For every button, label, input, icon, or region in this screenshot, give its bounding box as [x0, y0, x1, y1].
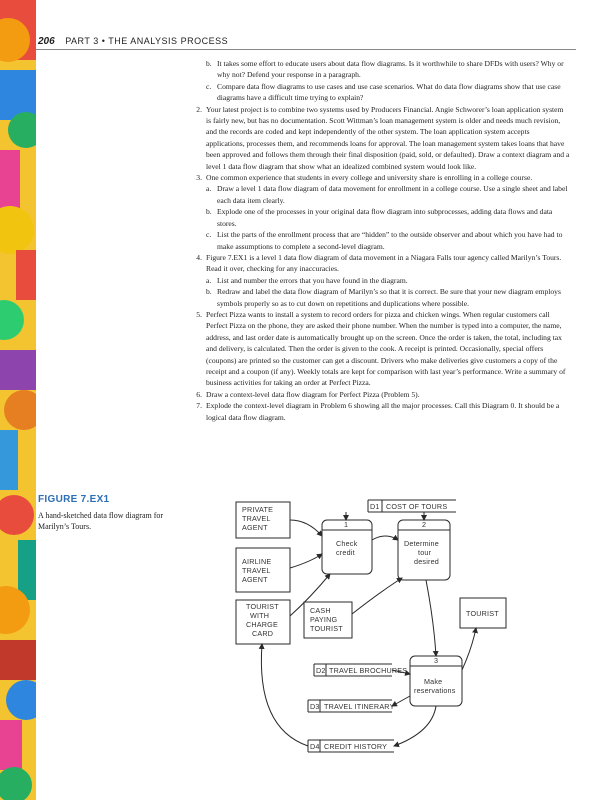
decorative-color-stripe — [0, 0, 36, 800]
store-d1-name: COST OF TOURS — [386, 502, 448, 511]
part-title: PART 3 • THE ANALYSIS PROCESS — [65, 36, 229, 46]
exercise-number: 4. — [196, 252, 202, 262]
exercise-item — [184, 252, 570, 275]
entity-text-card-4: CARD — [252, 629, 274, 638]
exercise-subitem — [184, 183, 570, 206]
exercise-text: It takes some effort to educate users about data flow diagrams. Is it worthwhile to share DFDs with users? Why or why not? Defend your response in a paragraph. — [217, 59, 564, 80]
exercise-number: b. — [206, 287, 212, 297]
process-2-line-2: tour — [418, 548, 432, 557]
exercise-text: Perfect Pizza wants to install a system to record orders for pizza and chicken wings. When regular customers call Perfect Pizza on the phone, they are asked their phone number. When the number is typed into a computer, the name, address, and last order date is automatically brought up on the screen. Once the order is taken, the total, including tax and delivery, is calculated. Then the order is given to the cook. A receipt is printed. Occasionally, special offers (coupons) are printed so the customer can get a discount. Drivers who make deliveries give customers a copy of the receipt and a coupon (if any). Weekly totals are kept for comparison with last year’s performance. Write a summary of business activities for taking an order at Perfect Pizza. — [206, 309, 566, 388]
exercise-text: List the parts of the enrollment process that are “hidden” to the outside observer and about which you have had to make assumptions to complete a second-level diagram. — [217, 230, 563, 251]
store-d2-name: TRAVEL BROCHURES — [329, 666, 408, 675]
process-3-line-1: Make — [424, 677, 443, 686]
figure-caption: A hand-sketched data flow diagram for Marilyn’s Tours. — [38, 511, 164, 531]
store-d4-name: CREDIT HISTORY — [324, 742, 388, 751]
store-d4 — [308, 740, 394, 752]
exercise-number: c. — [206, 230, 212, 240]
exercise-subitem — [184, 286, 570, 309]
color-stripe-art — [0, 0, 36, 800]
data-flow-diagram — [210, 492, 580, 792]
store-d3-name: TRAVEL ITINERARY — [324, 702, 395, 711]
process-1-line-1: Check — [336, 539, 358, 548]
process-3-id: 3 — [434, 656, 439, 665]
exercise-number: 2. — [196, 104, 202, 114]
process-2-id: 2 — [422, 520, 427, 529]
entity-tourist-with-charge-card — [236, 600, 290, 644]
entity-text-airline-2: TRAVEL — [242, 566, 271, 575]
entity-tourist — [460, 598, 506, 628]
exercise-item — [184, 389, 570, 400]
exercise-text: Draw a level 1 data flow diagram of data movement for enrollment in a college course. Use a single sheet and label each data item clearly. — [217, 184, 568, 205]
exercise-number: b. — [206, 207, 212, 217]
process-3-line-2: reservations — [414, 686, 456, 695]
exercise-list — [184, 58, 570, 423]
entity-cash-paying-tourist — [304, 602, 352, 638]
exercise-text: Redraw and label the data flow diagram of Marilyn’s so that it is correct. Be sure that your new diagram employs symbols properly so as to cut down on repetitions and duplications where possible. — [217, 287, 561, 308]
store-d3 — [308, 700, 395, 712]
entity-text-airline-1: AIRLINE — [242, 557, 272, 566]
exercise-item — [184, 400, 570, 423]
exercise-text: Explode the context-level diagram in Problem 6 showing all the major processes. Call this Diagram 0. It should be a logical data flow diagram. — [206, 401, 560, 422]
entity-text-airline-3: AGENT — [242, 575, 268, 584]
exercise-text: List and number the errors that you have found in the diagram. — [217, 275, 408, 285]
entity-text-private-1: PRIVATE — [242, 505, 274, 514]
store-d3-id: D3 — [310, 702, 320, 711]
exercise-number: a. — [206, 184, 212, 194]
exercise-text: Compare data flow diagrams to use cases and use case scenarios. What do data flow diagrams show that use case diagrams have a difficult time trying to explain? — [217, 81, 561, 103]
exercise-subitem — [184, 58, 570, 81]
exercise-item — [184, 309, 570, 389]
process-2-line-3: desired — [414, 557, 439, 566]
entity-text-card-3: CHARGE — [246, 620, 278, 629]
exercise-number: c. — [206, 81, 212, 91]
entity-text-card-1: TOURIST — [246, 602, 279, 611]
store-d1 — [368, 500, 456, 512]
exercise-subitem — [184, 206, 570, 229]
running-header — [38, 36, 228, 47]
entity-text-cash-3: TOURIST — [310, 624, 343, 633]
exercise-text: Figure 7.EX1 is a level 1 data flow diagram of data movement in a Niagara Falls tour agency called Marilyn’s Tours. Read it over, checking for any inaccuracies. — [206, 252, 562, 274]
exercise-text: One common experience that students in every college and university share is enrolling in a college course. — [206, 173, 533, 183]
figure-label: FIGURE 7.EX1 — [38, 494, 110, 505]
entity-text-cash-1: CASH — [310, 606, 331, 615]
exercise-subitem — [184, 229, 570, 252]
header-rule — [36, 49, 576, 50]
entity-private-travel-agent — [236, 502, 290, 538]
exercise-subitem — [184, 81, 570, 104]
entity-text-private-3: AGENT — [242, 523, 268, 532]
exercise-text: Your latest project is to combine two systems used by Producers Financial. Angie Schworer’s loan application system is fairly new, but has no documentation. Scott Wittman’s loan management system is older and needs much revision, and the records are coded and kept independently of the other system. The loan application system accepts applications, processes them, and recommends loans for approval. The loan management system takes loans that have been approved and follows them through their final disposition (paid, sold, or defaulted). Draw a context diagram and a level 1 data flow diagram that show what an idealized combined system would look like. — [206, 104, 570, 171]
store-d1-id: D1 — [370, 502, 380, 511]
exercise-number: 3. — [196, 173, 202, 183]
exercise-number: a. — [206, 275, 212, 285]
entity-text-card-2: WITH — [250, 611, 270, 620]
process-2-line-1: Determine — [404, 539, 439, 548]
process-1-line-2: credit — [336, 548, 355, 557]
process-1 — [322, 520, 372, 574]
exercise-number: 5. — [196, 309, 202, 319]
exercise-number: 6. — [196, 389, 202, 399]
exercise-subitem — [184, 275, 570, 286]
exercise-number: 7. — [196, 401, 202, 411]
exercise-item — [184, 104, 570, 172]
exercise-text: Explode one of the processes in your original data flow diagram into subprocesses, adding data flows and data stores. — [217, 207, 553, 228]
entity-text-cash-2: PAYING — [310, 615, 338, 624]
entity-text-private-2: TRAVEL — [242, 514, 271, 523]
entity-text-tourist: TOURIST — [466, 609, 499, 618]
process-3 — [410, 656, 462, 706]
exercise-item — [184, 172, 570, 183]
entity-airline-travel-agent — [236, 548, 290, 592]
process-1-id: 1 — [344, 520, 349, 529]
exercise-text: Draw a context-level data flow diagram for Perfect Pizza (Problem 5). — [206, 389, 420, 399]
exercise-number: b. — [206, 59, 212, 68]
store-d2-id: D2 — [316, 666, 326, 675]
process-2 — [398, 520, 450, 580]
store-d4-id: D4 — [310, 742, 320, 751]
page-number: 206 — [38, 36, 55, 47]
